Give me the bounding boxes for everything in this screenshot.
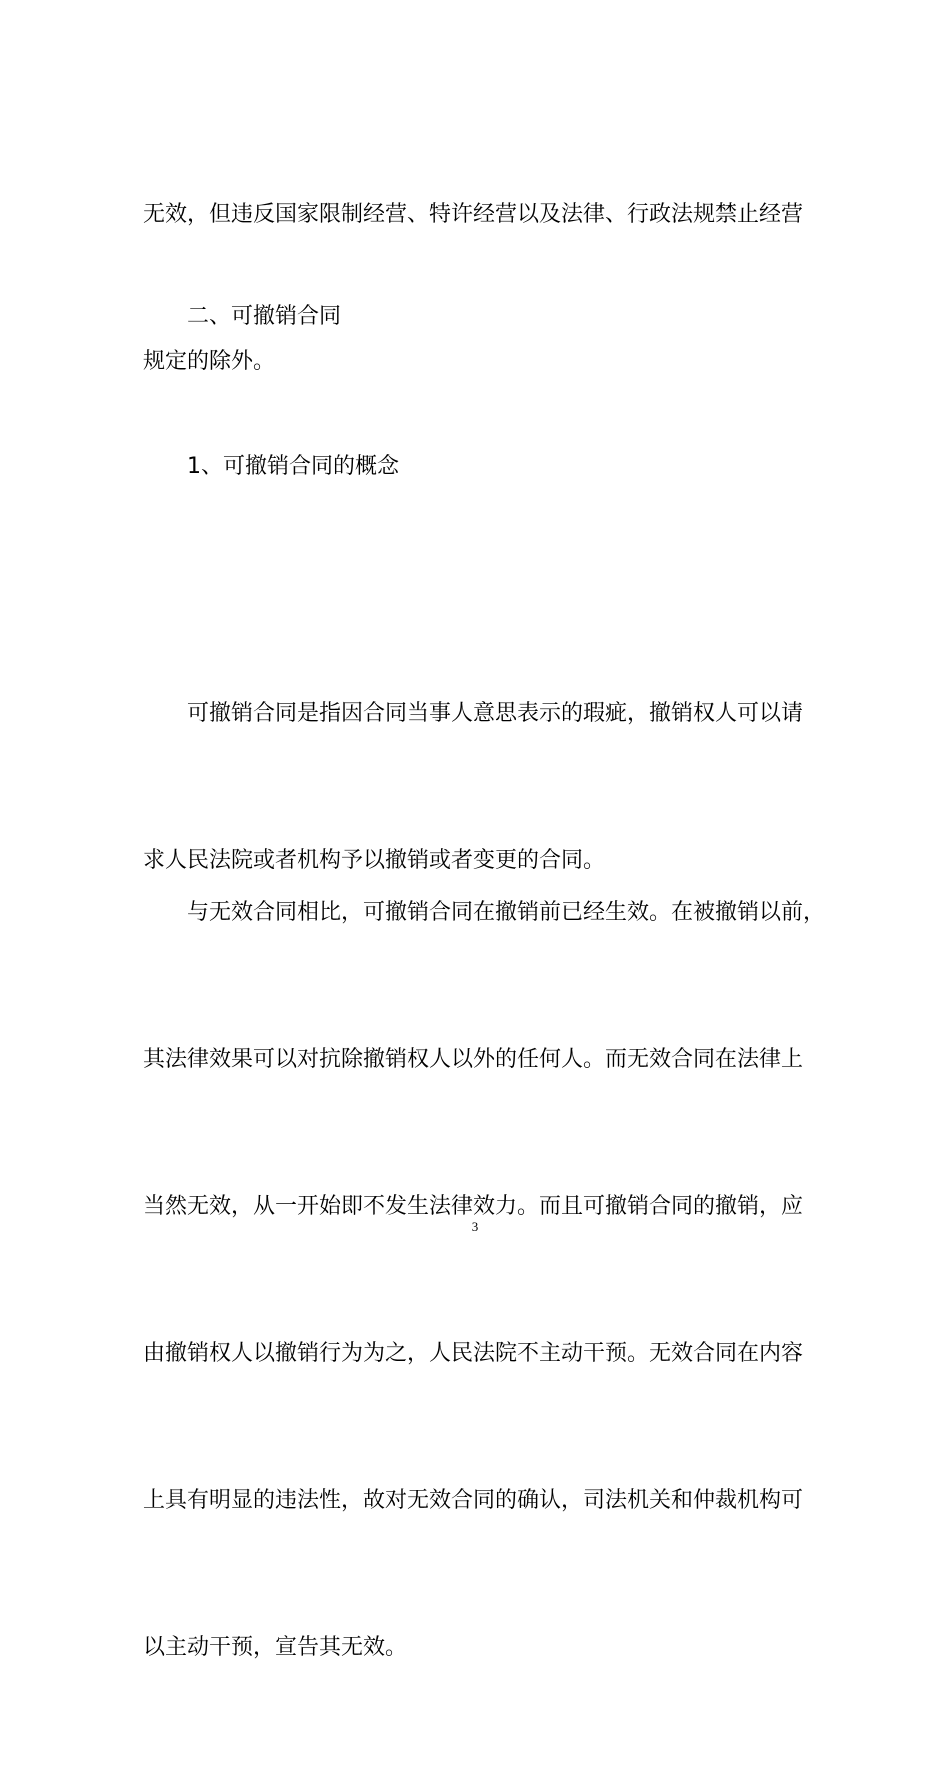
subsection-heading: 1、可撤销合同的概念 — [187, 454, 399, 479]
paragraph-line: 可撤销合同是指因合同当事人意思表示的瑕疵，撤销权人可以请 — [187, 701, 804, 726]
paragraph-line: 上具有明显的违法性，故对无效合同的确认，司法机关和仲裁机构可 — [143, 1488, 804, 1513]
paragraph-line: 其法律效果可以对抗除撤销权人以外的任何人。而无效合同在法律上 — [143, 1047, 804, 1072]
section-heading: 二、可撤销合同 — [187, 304, 342, 329]
paragraph-line: 由撤销权人以撤销行为为之，人民法院不主动干预。无效合同在内容 — [143, 1341, 804, 1366]
comparison-paragraph — [143, 790, 826, 1770]
continuation-paragraph — [143, 92, 811, 484]
paragraph-line: 规定的除外。 — [143, 349, 276, 374]
paragraph-line: 当然无效，从一开始即不发生法律效力。而且可撤销合同的撤销，应 — [143, 1194, 804, 1219]
paragraph-line: 与无效合同相比，可撤销合同在撤销前已经生效。在被撤销以前， — [187, 900, 826, 925]
paragraph-line: 无效，但违反国家限制经营、特许经营以及法律、行政法规禁止经营 — [143, 202, 804, 227]
paragraph-line: 以主动干预，宣告其无效。 — [143, 1635, 408, 1660]
paragraph-line: 求人民法院或者机构予以撤销或者变更的合同。 — [143, 848, 606, 873]
page-number: 3 — [471, 1219, 479, 1234]
